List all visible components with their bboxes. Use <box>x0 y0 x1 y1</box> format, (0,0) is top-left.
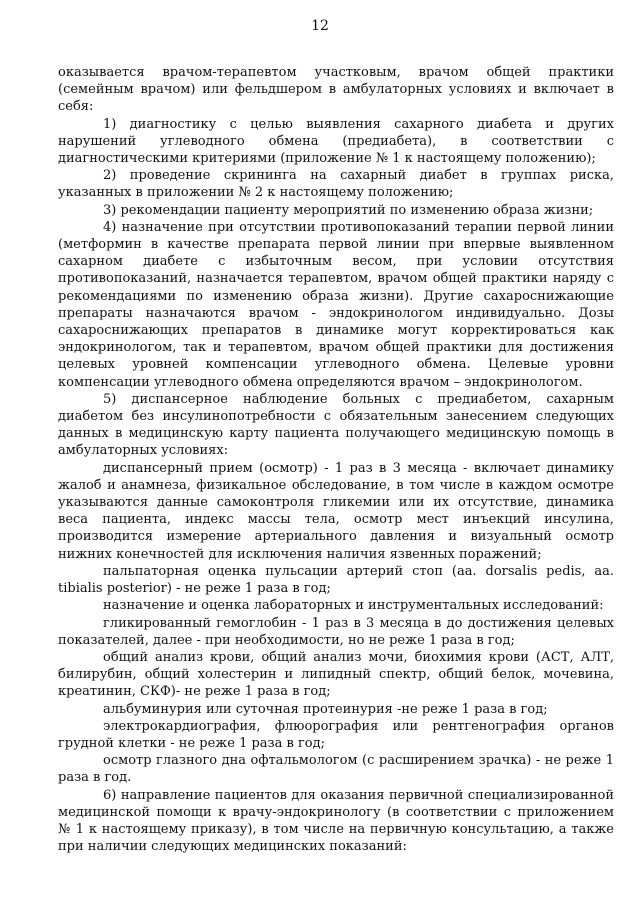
page-number: 12 <box>311 18 329 34</box>
paragraph: альбуминурия или суточная протеинурия -не реже 1 раза в год; <box>103 701 548 717</box>
paragraph: 3) рекомендации пациенту мероприятий по изменению образа жизни; <box>103 202 594 218</box>
paragraph: гликированный гемоглобин - 1 раз в 3 месяца в до достижения целевых показателей, далее - при необходимости, но не реже 1 раза в год; <box>58 615 614 648</box>
paragraph: оказывается врачом-терапевтом участковым, врачом общей практики (семейным врачом) или фельдшером в амбулаторных условиях и включает в себя: <box>58 65 614 115</box>
paragraph: 1) диагностику с целью выявления сахарного диабета и других нарушений углеводного обмена (предиабета), в соответствии с диагностическими критериями (приложение № 1 к настоящему положению); <box>58 116 614 167</box>
paragraph: электрокардиография, флюорография или рентгенография органов грудной клетки - не реже 1 раза в год; <box>58 718 614 751</box>
document-body <box>58 64 614 855</box>
paragraph: общий анализ крови, общий анализ мочи, биохимия крови (АСТ, АЛТ, билирубин, общий холестерин и липидный спектр, общий белок, мочевина, креатинин, СКФ)- не реже 1 раза в год; <box>58 649 614 700</box>
paragraph: 4) назначение при отсутствии противопоказаний терапии первой линии (метформин в качестве препарата первой линии при впервые выявленном сахарном диабете с избыточным весом, при условии отсутствия противопоказаний, назначается терапевтом, врачом общей практики наряду с рекомендациями по изменению образа жизни). Другие сахароснижающие препараты назначаются врачом - эндокринологом индивидуально. Дозы сахароснижающих препаратов в динамике могут корректироваться как эндокринологом, так и терапевтом, врачом общей практики для достижения целевых уровней компенсации углеводного обмена. Целевые уровни компенсации углеводного обмена определяются врачом – эндокринологом. <box>58 219 614 390</box>
paragraph: 6) направление пациентов для оказания первичной специализированной медицинской помощи к врачу-эндокринологу (в соответствии с приложением № 1 к настоящему приказу), в том числе на первичную консультацию, а также при наличии следующих медицинских показаний: <box>58 787 614 855</box>
paragraph: назначение и оценка лабораторных и инструментальных исследований: <box>103 598 604 614</box>
paragraph: 5) диспансерное наблюдение больных с предиабетом, сахарным диабетом без инсулинопотребности с обязательным занесением следующих данных в медицинскую карту пациента получающего медицинскую помощь в амбулаторных условиях: <box>58 391 614 459</box>
paragraph: пальпаторная оценка пульсации артерий стоп (aa. dorsalis pedis, aa. tibialis posterior) - не реже 1 раза в год; <box>58 563 614 597</box>
paragraph: осмотр глазного дна офтальмологом (с расширением зрачка) - не реже 1 раза в год. <box>58 753 614 786</box>
paragraph: диспансерный прием (осмотр) - 1 раз в 3 месяца - включает динамику жалоб и анамнеза, физикальное обследование, в том числе в каждом осмотре указываются данные самоконтроля гликемии или их отсутствие, динамика веса пациента, индекс массы тела, осмотр мест инъекций инсулина, производится измерение артериального давления и визуальный осмотр нижних конечностей для исключения наличия язвенных поражений; <box>58 460 614 562</box>
paragraph: 2) проведение скрининга на сахарный диабет в группах риска, указанных в приложении № 2 к настоящему положению; <box>58 168 614 201</box>
